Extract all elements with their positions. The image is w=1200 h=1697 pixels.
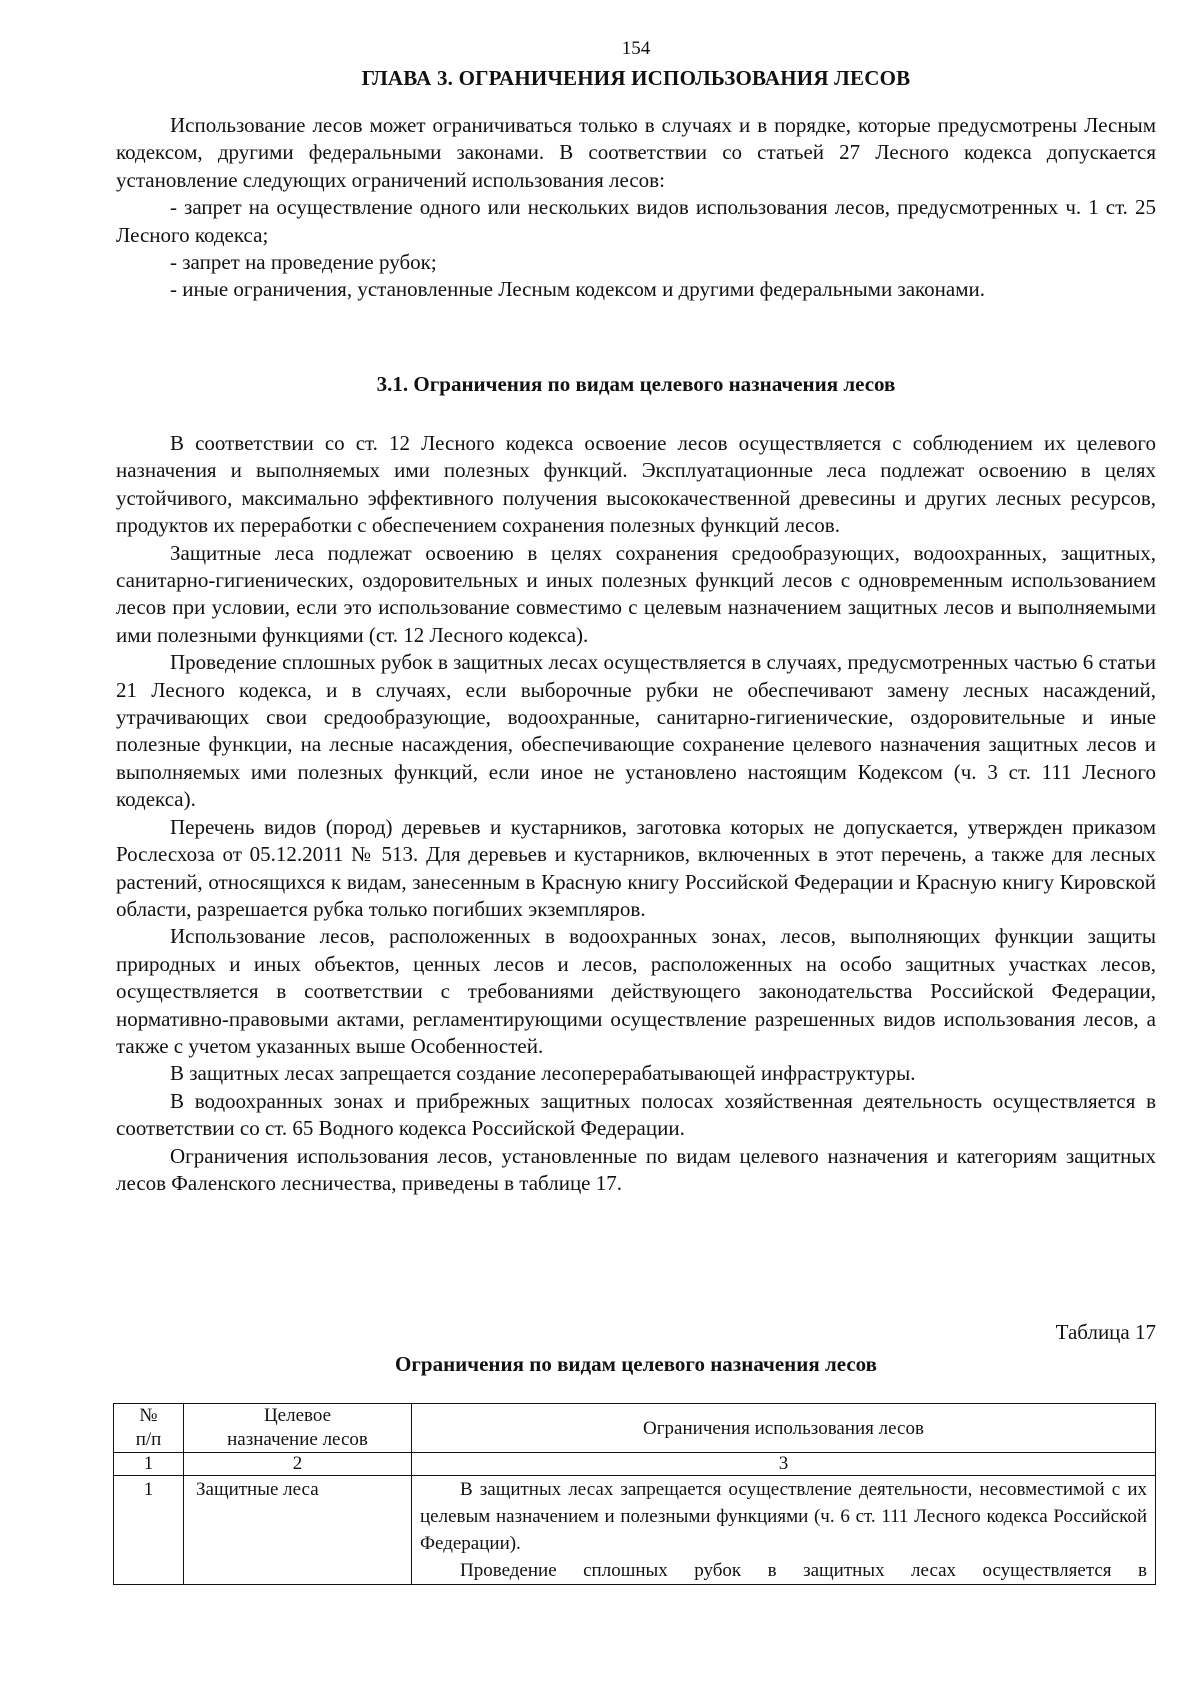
intro-list-item: - иные ограничения, установленные Лесным кодексом и другими федеральными законами.: [170, 277, 986, 302]
section-paragraph: Перечень видов (пород) деревьев и кустарников, заготовка которых не допускается, утвержден приказом Рослесхоза от 05.12.2011 № 513. Для деревьев и кустарников, включенных в этот перечень, а также для лесных растений, относящихся к видам, занесенным в Красную книгу Российской Федерации и Красную книгу Кировской области, разрешается рубка только погибших экземпляров.: [116, 814, 1156, 921]
section-paragraph: Защитные леса подлежат освоению в целях сохранения средообразующих, водоохранных, защитных, санитарно-гигиенических, оздоровительных и иных полезных функций лесов с одновременным использованием лесов при условии, если это использование совместимо с целевым назначением защитных лесов и выполняемыми ими полезными функциями (ст. 12 Лесного кодекса).: [116, 540, 1156, 647]
section-paragraph: Проведение сплошных рубок в защитных лесах осуществляется в случаях, предусмотренных частью 6 статьи 21 Лесного кодекса, и в случаях, если выборочные рубки не обеспечивают замену лесных насаждений, утрачивающих свои средообразующие, водоохранные, санитарно-гигиенические, оздоровительные и иные полезные функции, на лесные насаждения, обеспечивающие сохранение целевого назначения защитных лесов и выполняемых ими полезных функций, если иное не установлено настоящим Кодексом (ч. 3 ст. 111 Лесного кодекса).: [116, 650, 1156, 812]
chapter-title: ГЛАВА 3. ОГРАНИЧЕНИЯ ИСПОЛЬЗОВАНИЯ ЛЕСОВ: [361, 66, 911, 90]
intro-list-item: - запрет на осуществление одного или нескольких видов использования лесов, предусмотренных ч. 1 ст. 25 Лесного кодекса;: [116, 195, 1156, 247]
header-purpose: Целевое назначение лесов: [184, 1404, 412, 1453]
row-restrictions: [412, 1476, 1156, 1585]
restriction-paragraph: В защитных лесах запрещается осуществление деятельности, несовместимой с их целевым назначением и полезными функциями (ч. 6 ст. 111 Лесного кодекса Российской Федерации).: [420, 1479, 1147, 1554]
table-label: Таблица 17: [1055, 1320, 1156, 1344]
section-paragraph: Использование лесов, расположенных в водоохранных зонах, лесов, выполняющих функции защиты природных и иных объектов, ценных лесов и лесов, расположенных на особо защитных участках лесов, осуществляется в соответствии с требованиями действующего законодательства Российской Федерации, нормативно-правовыми актами, регламентирующими осуществление разрешенных видов использования лесов, а также с учетом указанных выше Особенностей.: [116, 924, 1156, 1058]
intro-list-item: - запрет на проведение рубок;: [170, 250, 437, 275]
row-num: 1: [114, 1476, 184, 1585]
page-number: 154: [621, 38, 651, 59]
table-header-row: [114, 1404, 1156, 1453]
header-restrictions: Ограничения использования лесов: [412, 1404, 1156, 1453]
header-num: № п/п: [114, 1404, 184, 1453]
section-title: 3.1. Ограничения по видам целевого назначения лесов: [376, 372, 896, 396]
table-row: [114, 1476, 1156, 1585]
index-cell: 2: [184, 1453, 412, 1476]
section-paragraph: В соответствии со ст. 12 Лесного кодекса освоение лесов осуществляется с соблюдением их целевого назначения и выполняемых ими полезных функций. Эксплуатационные леса подлежат освоению в целях устойчивого, максимально эффективного получения высококачественной древесины и других лесных ресурсов, продуктов их переработки с обеспечением сохранения полезных функций лесов.: [116, 431, 1156, 538]
index-cell: 3: [412, 1453, 1156, 1476]
section-paragraph: В водоохранных зонах и прибрежных защитных полосах хозяйственная деятельность осуществляется в соответствии со ст. 65 Водного кодекса Российской Федерации.: [116, 1088, 1156, 1141]
section-paragraph: Ограничения использования лесов, установленные по видам целевого назначения и категориям защитных лесов Фаленского лесничества, приведены в таблице 17.: [116, 1143, 1156, 1195]
restrictions-table: [113, 1403, 1156, 1585]
restriction-paragraph: Проведение сплошных рубок в защитных лесах осуществляется в: [460, 1560, 1147, 1581]
section-paragraph: В защитных лесах запрещается создание лесоперерабатывающей инфраструктуры.: [170, 1061, 916, 1086]
section-body: [116, 430, 1156, 1197]
intro-block: [116, 112, 1156, 304]
row-purpose: Защитные леса: [184, 1476, 412, 1585]
table-index-row: [114, 1453, 1156, 1476]
intro-paragraph: Использование лесов может ограничиваться только в случаях и в порядке, которые предусмотрены Лесным кодексом, другими федеральными законами. В соответствии со статьей 27 Лесного кодекса допускается установление следующих ограничений использования лесов:: [116, 113, 1156, 192]
table-title: Ограничения по видам целевого назначения лесов: [395, 1352, 877, 1376]
index-cell: 1: [114, 1453, 184, 1476]
